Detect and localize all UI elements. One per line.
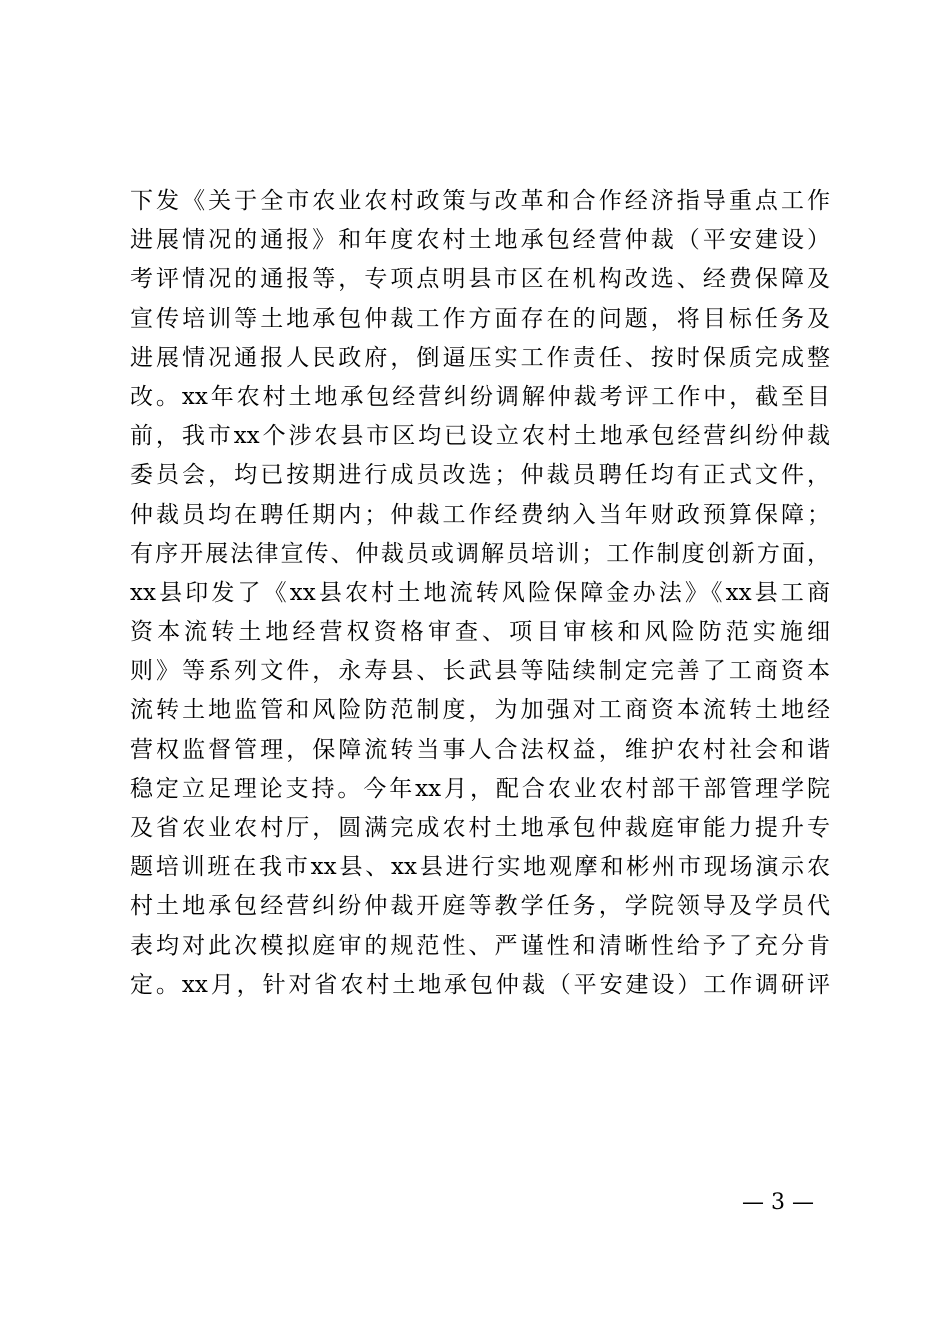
text-line: 稳定立足理论支持。今年xx月，配合农业农村部干部管理学院	[130, 775, 830, 802]
text-line: 仲裁员均在聘任期内；仲裁工作经费纳入当年财政预算保障；	[130, 501, 830, 528]
text-line: 下发《关于全市农业农村政策与改革和合作经济指导重点工作	[130, 188, 830, 214]
body-text	[130, 182, 830, 1005]
text-line: 改。xx年农村土地承包经营纠纷调解仲裁考评工作中，截至目	[130, 383, 830, 410]
text-line: 委员会，均已按期进行成员改选；仲裁员聘任均有正式文件，	[130, 462, 830, 489]
text-line: 表均对此次模拟庭审的规范性、严谨性和清晰性给予了充分肯	[130, 932, 830, 959]
page-number: — 3 —	[742, 1190, 814, 1215]
text-line: 有序开展法律宣传、仲裁员或调解员培训；工作制度创新方面，	[130, 540, 830, 567]
text-line: 进展情况通报人民政府，倒逼压实工作责任、按时保质完成整	[130, 344, 830, 371]
text-line: 营权监督管理，保障流转当事人合法权益，维护农村社会和谐	[130, 736, 830, 763]
text-line: 则》等系列文件，永寿县、长武县等陆续制定完善了工商资本	[130, 658, 830, 685]
text-line: 宣传培训等土地承包仲裁工作方面存在的问题，将目标任务及	[130, 305, 830, 332]
text-line: 资本流转土地经营权资格审查、项目审核和风险防范实施细	[130, 619, 830, 646]
text-line: 题培训班在我市xx县、xx县进行实地观摩和彬州市现场演示农	[130, 854, 830, 881]
text-line: 及省农业农村厅，圆满完成农村土地承包仲裁庭审能力提升专	[130, 815, 830, 841]
text-line: 前，我市xx个涉农县市区均已设立农村土地承包经营纠纷仲裁	[130, 423, 830, 450]
text-line: 流转土地监管和风险防范制度，为加强对工商资本流转土地经	[130, 697, 830, 724]
text-line: 村土地承包经营纠纷仲裁开庭等教学任务，学院领导及学员代	[130, 893, 830, 920]
text-line: 定。xx月，针对省农村土地承包仲裁（平安建设）工作调研评	[130, 971, 830, 998]
text-line: 进展情况的通报》和年度农村土地承包经营仲裁（平安建设）	[130, 227, 830, 254]
text-line: 考评情况的通报等，专项点明县市区在机构改选、经费保障及	[130, 266, 830, 293]
text-line: xx县印发了《xx县农村土地流转风险保障金办法》《xx县工商	[130, 579, 830, 606]
